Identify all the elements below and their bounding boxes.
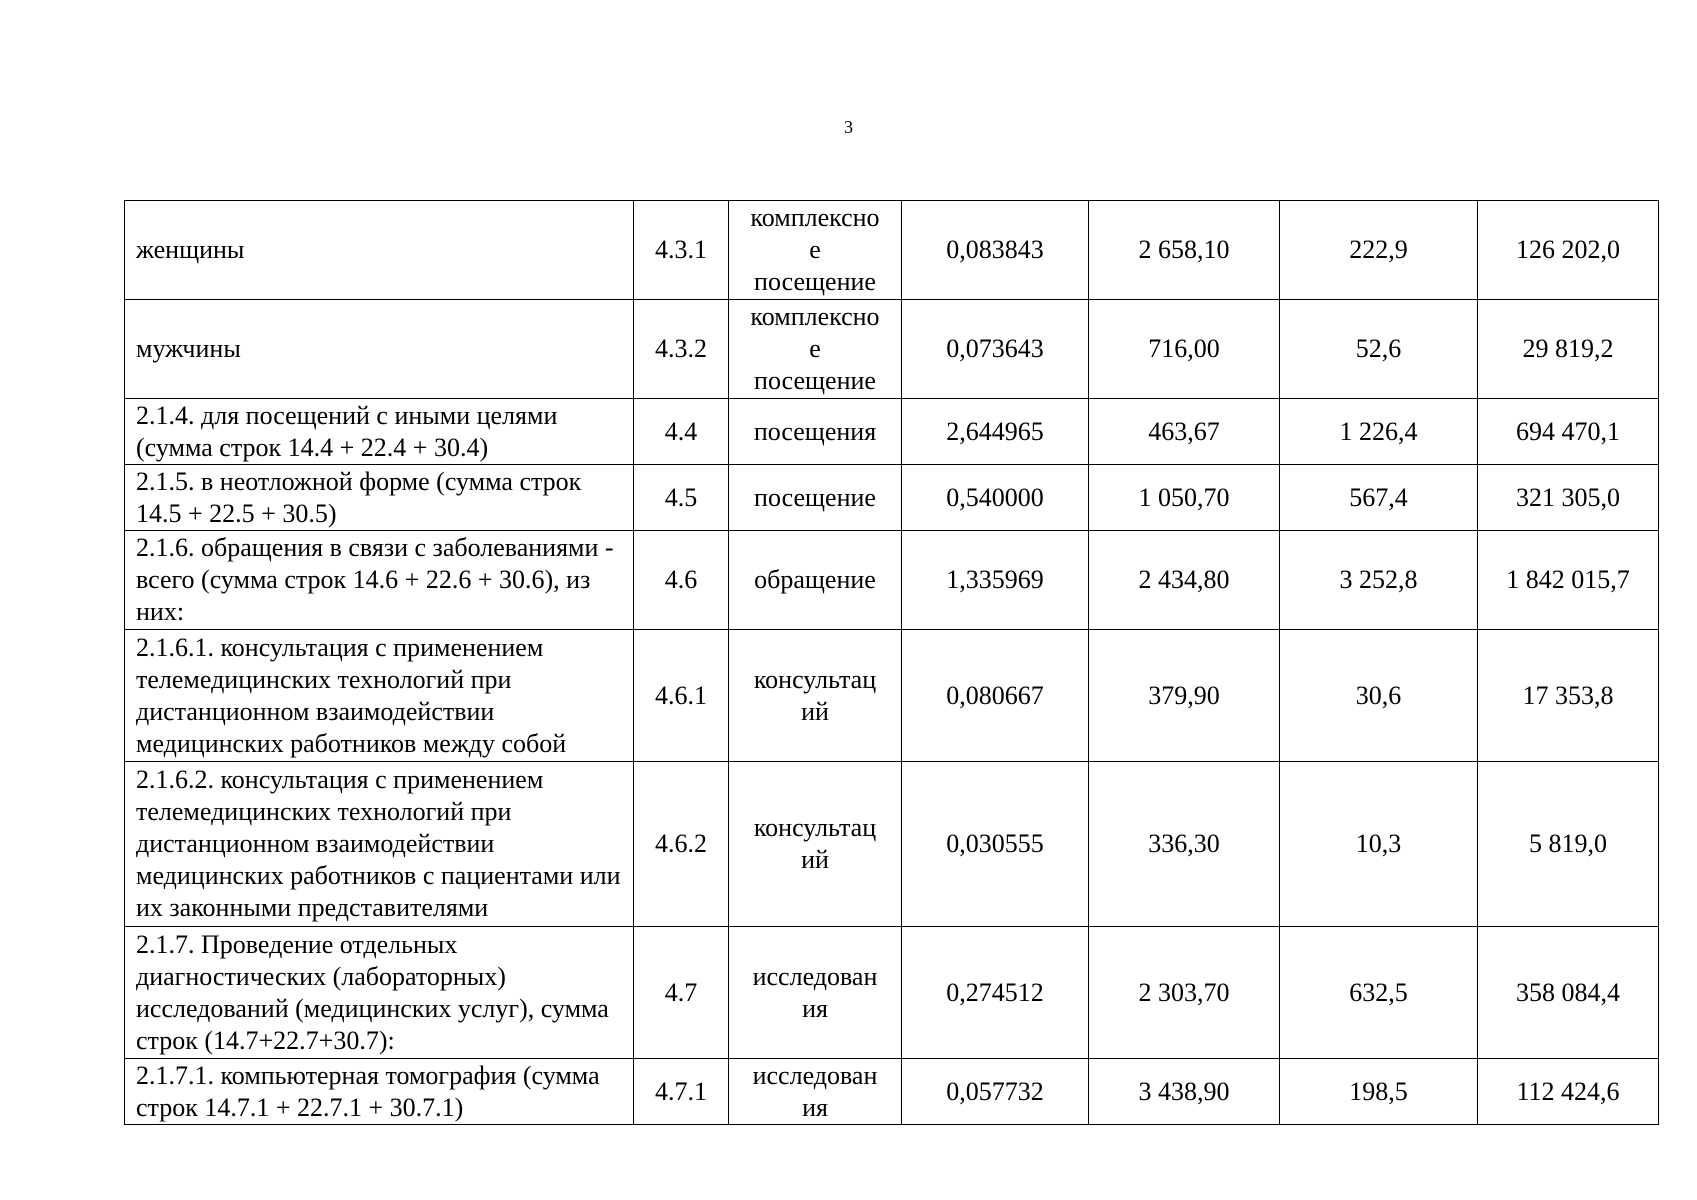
row-per-capita: 222,9 (1280, 201, 1478, 300)
row-per-capita: 567,4 (1280, 465, 1478, 531)
row-code: 4.7 (634, 927, 729, 1059)
row-unit: посещения (729, 399, 902, 465)
row-total: 112 424,6 (1478, 1059, 1659, 1125)
row-cost: 2 303,70 (1089, 927, 1280, 1059)
row-per-capita: 10,3 (1280, 762, 1478, 927)
row-cost: 336,30 (1089, 762, 1280, 927)
row-unit: консультац ий (729, 630, 902, 762)
row-norm: 0,057732 (902, 1059, 1089, 1125)
row-total: 321 305,0 (1478, 465, 1659, 531)
row-name: 2.1.6. обращения в связи с заболеваниями - всего (сумма строк 14.6 + 22.6 + 30.6), из них: (125, 531, 634, 630)
table-row (125, 465, 1659, 531)
row-unit: исследован ия (729, 1059, 902, 1125)
row-per-capita: 632,5 (1280, 927, 1478, 1059)
row-norm: 0,080667 (902, 630, 1089, 762)
row-unit: консультац ий (729, 762, 902, 927)
row-unit: обращение (729, 531, 902, 630)
row-name: 2.1.4. для посещений с иными целями (сумма строк 14.4 + 22.4 + 30.4) (125, 399, 634, 465)
row-per-capita: 1 226,4 (1280, 399, 1478, 465)
row-code: 4.3.2 (634, 300, 729, 399)
row-norm: 2,644965 (902, 399, 1089, 465)
table-row (125, 399, 1659, 465)
row-unit: комплексно е посещение (729, 201, 902, 300)
row-cost: 3 438,90 (1089, 1059, 1280, 1125)
table-row (125, 762, 1659, 927)
row-per-capita: 30,6 (1280, 630, 1478, 762)
row-code: 4.7.1 (634, 1059, 729, 1125)
table-row (125, 630, 1659, 762)
row-name: 2.1.5. в неотложной форме (сумма строк 14.5 + 22.5 + 30.5) (125, 465, 634, 531)
row-code: 4.6.2 (634, 762, 729, 927)
row-total: 29 819,2 (1478, 300, 1659, 399)
row-name: 2.1.7.1. компьютерная томография (сумма строк 14.7.1 + 22.7.1 + 30.7.1) (125, 1059, 634, 1125)
table-row (125, 1059, 1659, 1125)
row-norm: 0,030555 (902, 762, 1089, 927)
row-name: мужчины (125, 300, 634, 399)
row-name: женщины (125, 201, 634, 300)
row-name: 2.1.6.2. консультация с применением телемедицинских технологий при дистанционном взаимодействии медицинских работников с пациентами или их законными представителями (125, 762, 634, 927)
row-total: 358 084,4 (1478, 927, 1659, 1059)
row-code: 4.5 (634, 465, 729, 531)
row-name: 2.1.6.1. консультация с применением телемедицинских технологий при дистанционном взаимодействии медицинских работников между собой (125, 630, 634, 762)
page-number: 3 (844, 117, 853, 137)
row-code: 4.6.1 (634, 630, 729, 762)
row-total: 5 819,0 (1478, 762, 1659, 927)
row-cost: 463,67 (1089, 399, 1280, 465)
row-norm: 0,540000 (902, 465, 1089, 531)
row-per-capita: 52,6 (1280, 300, 1478, 399)
table-row (125, 927, 1659, 1059)
table-row (125, 531, 1659, 630)
data-table (124, 200, 1659, 1125)
row-unit: посещение (729, 465, 902, 531)
row-code: 4.4 (634, 399, 729, 465)
row-total: 1 842 015,7 (1478, 531, 1659, 630)
row-norm: 0,274512 (902, 927, 1089, 1059)
row-total: 17 353,8 (1478, 630, 1659, 762)
row-name: 2.1.7. Проведение отдельных диагностических (лабораторных) исследований (медицинских услуг), сумма строк (14.7+22.7+30.7): (125, 927, 634, 1059)
row-cost: 716,00 (1089, 300, 1280, 399)
row-total: 126 202,0 (1478, 201, 1659, 300)
table-row (125, 300, 1659, 399)
row-cost: 1 050,70 (1089, 465, 1280, 531)
row-norm: 1,335969 (902, 531, 1089, 630)
row-total: 694 470,1 (1478, 399, 1659, 465)
row-code: 4.3.1 (634, 201, 729, 300)
table-row (125, 201, 1659, 300)
row-code: 4.6 (634, 531, 729, 630)
row-cost: 2 658,10 (1089, 201, 1280, 300)
row-unit: исследован ия (729, 927, 902, 1059)
row-per-capita: 198,5 (1280, 1059, 1478, 1125)
row-unit: комплексно е посещение (729, 300, 902, 399)
row-norm: 0,083843 (902, 201, 1089, 300)
row-per-capita: 3 252,8 (1280, 531, 1478, 630)
row-cost: 379,90 (1089, 630, 1280, 762)
row-norm: 0,073643 (902, 300, 1089, 399)
row-cost: 2 434,80 (1089, 531, 1280, 630)
